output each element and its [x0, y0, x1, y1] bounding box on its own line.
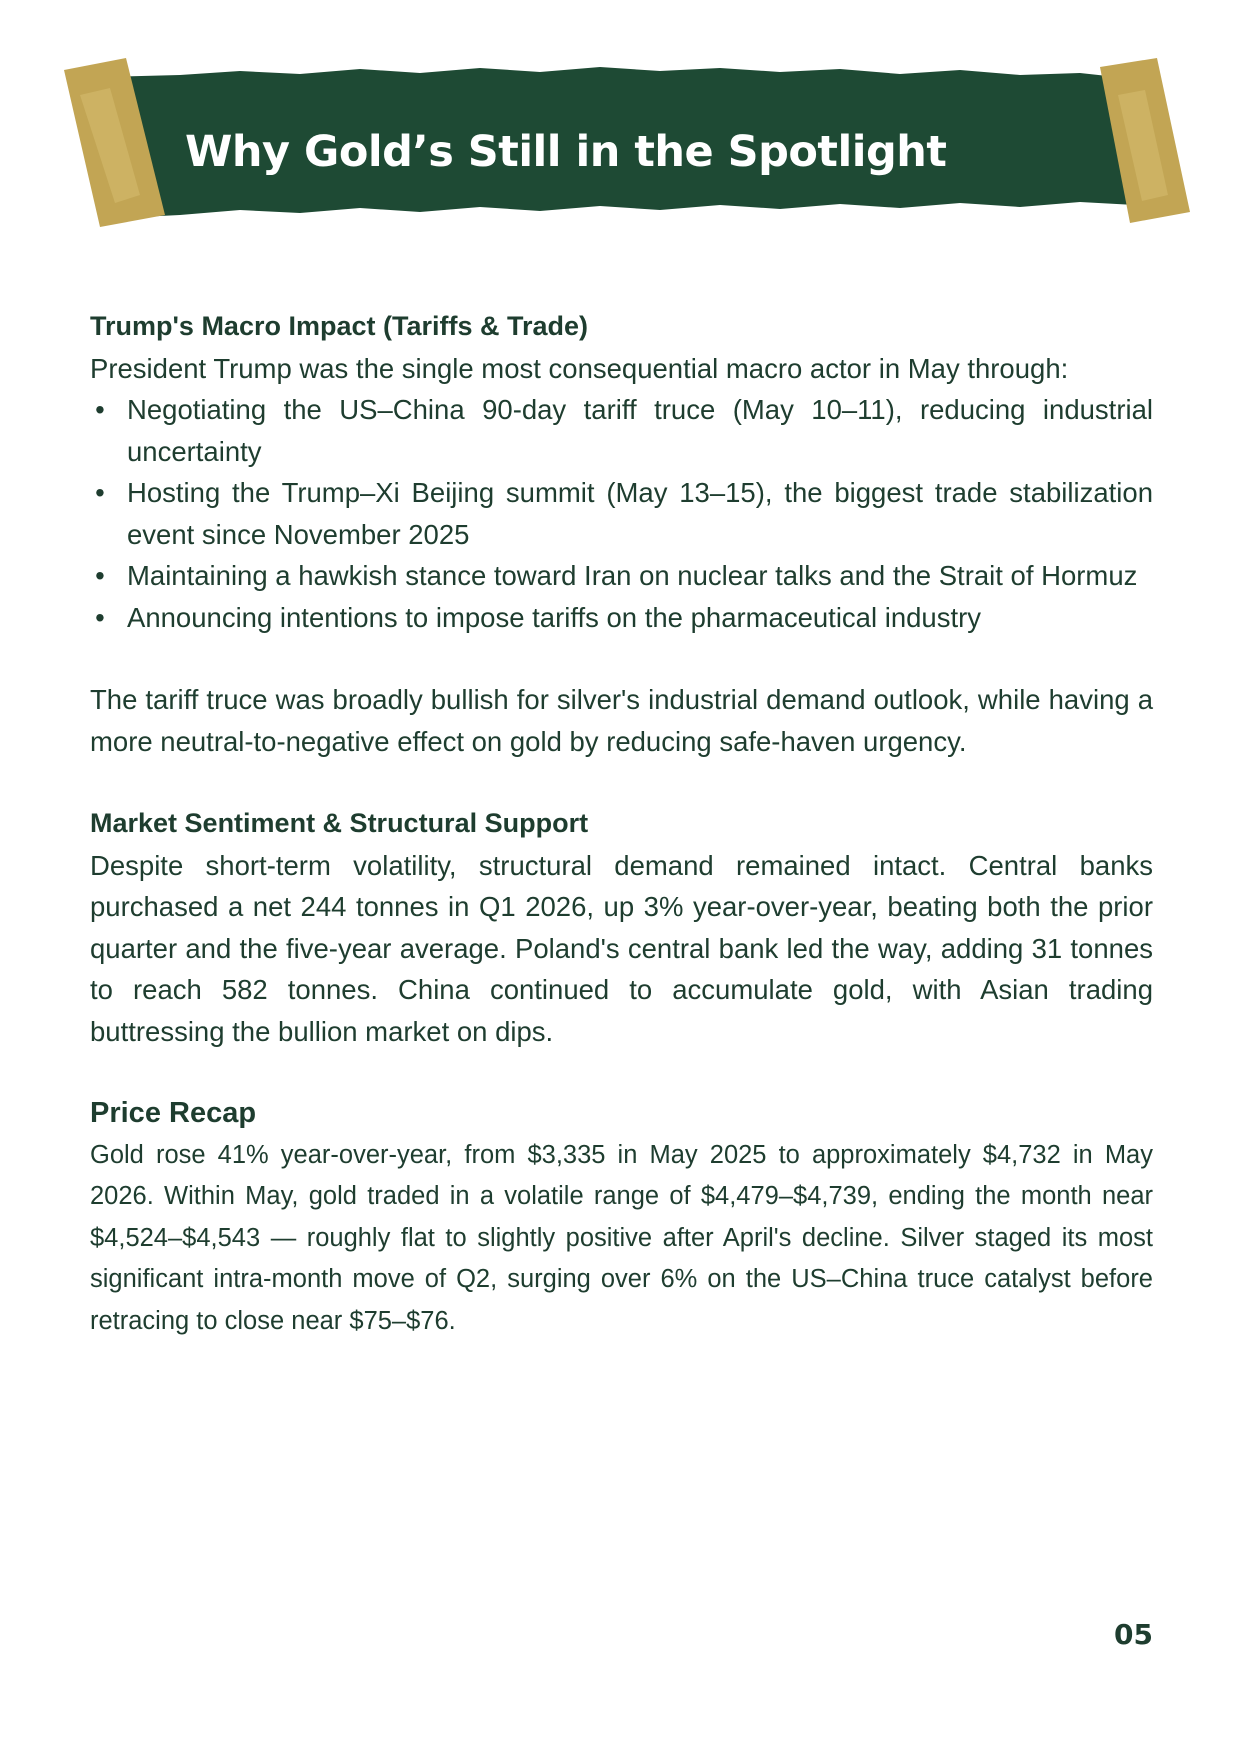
- list-item: • Negotiating the US–China 90-day tariff truce (May 10–11), reducing industrial uncertainty: [90, 389, 1153, 472]
- bullet-icon: •: [95, 560, 105, 591]
- list-item: • Maintaining a hawkish stance toward Iran on nuclear talks and the Strait of Hormuz: [90, 555, 1153, 597]
- page-title: Why Gold’s Still in the Spotlight: [185, 127, 947, 177]
- recap-body: Gold rose 41% year-over-year, from $3,335 in May 2025 to approximately $4,732 in May 2026. Within May, gold traded in a volatile range of $4,479–$4,739, ending the month near $4,524–$4,543 — roughly flat to slightly positive after April's decline. Silver staged its most significant intra-month move of Q2, surging over 6% on the US–China truce catalyst before retracing to close near $75–$76.: [90, 1140, 1153, 1335]
- page-number: 05: [1114, 1618, 1153, 1651]
- section-heading-sentiment: Market Sentiment & Structural Support: [90, 808, 589, 838]
- section-heading-macro: Trump's Macro Impact (Tariffs & Trade): [90, 311, 589, 341]
- list-item: • Announcing intentions to impose tariffs on the pharmaceutical industry: [90, 597, 1153, 639]
- bullet-icon: •: [95, 601, 105, 633]
- macro-conclusion: The tariff truce was broadly bullish for silver's industrial demand outlook, while having a more neutral-to-negative effect on gold by reducing safe-haven urgency.: [90, 684, 1153, 757]
- article-body: [90, 306, 1153, 1342]
- bullet-icon: •: [95, 394, 105, 425]
- section-heading-recap: Price Recap: [90, 1097, 257, 1129]
- bullet-icon: •: [95, 477, 105, 508]
- macro-intro: President Trump was the single most consequential macro actor in May through:: [90, 352, 1069, 384]
- macro-bullet-list: [90, 389, 1153, 638]
- list-item: • Hosting the Trump–Xi Beijing summit (May 13–15), the biggest trade stabilization event since November 2025: [90, 472, 1153, 555]
- sentiment-body: Despite short-term volatility, structural demand remained intact. Central banks purchased a net 244 tonnes in Q1 2026, up 3% year-over-year, beating both the prior quarter and the five-year average. Poland's central bank led the way, adding 31 tonnes to reach 582 tonnes. China continued to accumulate gold, with Asian trading buttressing the bullion market on dips.: [90, 849, 1153, 1047]
- header-banner: [60, 55, 1190, 255]
